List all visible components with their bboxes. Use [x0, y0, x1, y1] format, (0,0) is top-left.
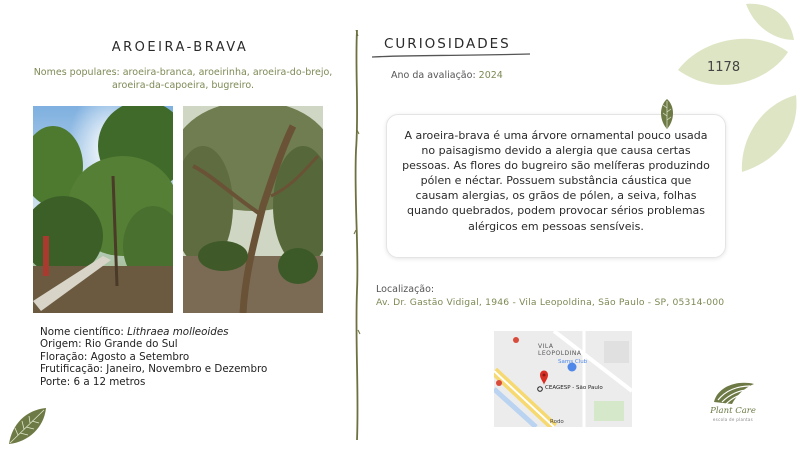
fact-size: Porte: 6 a 12 metros	[40, 375, 146, 388]
leaf-corner-icon	[6, 406, 48, 446]
map-district-line2: LEOPOLDINA	[538, 350, 582, 357]
map-district	[538, 343, 582, 357]
title-underline	[372, 52, 532, 60]
brand-tagline: escola de plantas	[712, 417, 754, 422]
plant-photo-1	[33, 106, 173, 313]
evaluation-year	[391, 70, 503, 81]
map-district-line1: VILA	[538, 343, 554, 350]
leaf-icon	[658, 98, 676, 130]
year-value: 2024	[478, 70, 503, 81]
location-map[interactable]	[494, 331, 632, 427]
fact-flowering: Floração: Agosto a Setembro	[40, 350, 190, 363]
curiosidades-card: A aroeira-brava é uma árvore ornamental pouco usada no paisagismo devido a alergia que causa certas pessoas. As flores do bugreiro são melíferas produzindo pólen e néctar. Possuem substância cáustica que causam alergias, os grãos de pólen, a seiva, folhas quando quebrados, podem provocar sérios problemas alérgicos em pessoas sensíveis.	[386, 114, 726, 258]
fact-scientific	[40, 326, 267, 338]
plant-facts	[40, 326, 267, 388]
map-store-label: Sams Club	[558, 359, 588, 365]
location-address[interactable]: Av. Dr. Gastão Vidigal, 1946 - Vila Leopoldina, São Paulo - SP, 05314-000	[376, 297, 725, 308]
plant-title: AROEIRA-BRAVA	[111, 40, 249, 55]
map-street-label: Rodo	[550, 419, 564, 425]
fact-scientific-value: Lithraea molleoides	[127, 326, 229, 338]
plant-photo-2	[183, 106, 323, 313]
brand-name: Plant Care	[710, 406, 756, 416]
curiosidades-title: CURIOSIDADES	[384, 36, 511, 52]
location-label: Localização:	[376, 284, 435, 295]
popular-names: Nomes populares: aroeira-branca, aroeirinha, aroeira-do-brejo, aroeira-da-capoeira, bugreiro.	[33, 67, 333, 91]
map-pin-label: CEAGESP - São Paulo	[545, 385, 603, 391]
vertical-divider	[350, 30, 364, 440]
year-label: Ano da avaliação:	[391, 70, 479, 81]
plant-care-logo-icon	[708, 378, 758, 408]
counter-value: 1178	[707, 60, 741, 75]
fact-fruiting: Frutificação: Janeiro, Novembro e Dezembro	[40, 363, 268, 376]
fact-scientific-label: Nome científico:	[40, 326, 128, 338]
fact-origin: Origem: Rio Grande do Sul	[40, 338, 178, 351]
